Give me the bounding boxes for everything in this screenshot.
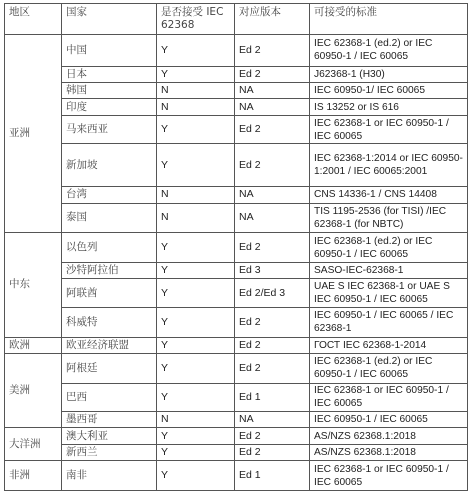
- version-cell: NA: [235, 187, 310, 203]
- accept-cell: Y: [157, 35, 235, 67]
- table-row: [5, 203, 468, 233]
- header-accept: 是否接受 IEC 62368: [157, 4, 235, 35]
- accept-cell: Y: [157, 307, 235, 337]
- accept-cell: Y: [157, 262, 235, 278]
- country-cell: 中国: [62, 35, 157, 67]
- country-cell: 阿根廷: [62, 353, 157, 383]
- standard-cell: SASO-IEC-62368-1: [310, 262, 468, 278]
- version-cell: NA: [235, 83, 310, 99]
- accept-cell: Y: [157, 337, 235, 353]
- header-row: [5, 4, 468, 35]
- standard-cell: IEC 62368-1 or IEC 60950-1 / IEC 60065: [310, 115, 468, 144]
- table-row: [5, 66, 468, 82]
- country-cell: 南非: [62, 461, 157, 491]
- table-row: [5, 115, 468, 144]
- version-cell: Ed 2: [235, 35, 310, 67]
- standard-cell: IEC 60950-1/ IEC 60065: [310, 83, 468, 99]
- version-cell: Ed 2: [235, 233, 310, 263]
- header-country: 国家: [62, 4, 157, 35]
- version-cell: Ed 3: [235, 262, 310, 278]
- table-row: [5, 279, 468, 308]
- table-row: [5, 187, 468, 203]
- version-cell: Ed 1: [235, 461, 310, 491]
- table-row: [5, 353, 468, 383]
- standard-cell: J62368-1 (H30): [310, 66, 468, 82]
- country-cell: 韩国: [62, 83, 157, 99]
- standard-cell: IEC 60950-1 / IEC 60065 / IEC 62368-1: [310, 307, 468, 337]
- table-body: [5, 35, 468, 491]
- standard-cell: IEC 62368-1 (ed.2) or IEC 60950-1 / IEC 60065: [310, 233, 468, 263]
- table-row: [5, 444, 468, 460]
- region-cell: 大洋洲: [5, 428, 62, 461]
- version-cell: NA: [235, 203, 310, 233]
- country-cell: 新加坡: [62, 144, 157, 187]
- accept-cell: N: [157, 187, 235, 203]
- table-row: [5, 337, 468, 353]
- country-cell: 泰国: [62, 203, 157, 233]
- accept-cell: Y: [157, 428, 235, 444]
- version-cell: Ed 2: [235, 444, 310, 460]
- version-cell: NA: [235, 99, 310, 115]
- accept-cell: Y: [157, 66, 235, 82]
- country-cell: 日本: [62, 66, 157, 82]
- region-cell: 中东: [5, 233, 62, 337]
- table-row: [5, 83, 468, 99]
- iec-62368-acceptance-table: [4, 3, 468, 491]
- standard-cell: IEC 62368-1 (ed.2) or IEC 60950-1 / IEC 60065: [310, 35, 468, 67]
- country-cell: 欧亚经济联盟: [62, 337, 157, 353]
- country-cell: 以色列: [62, 233, 157, 263]
- accept-cell: Y: [157, 353, 235, 383]
- country-cell: 台湾: [62, 187, 157, 203]
- country-cell: 墨西哥: [62, 412, 157, 428]
- country-cell: 阿联酋: [62, 279, 157, 308]
- table-row: [5, 144, 468, 187]
- country-cell: 印度: [62, 99, 157, 115]
- table-row: [5, 428, 468, 444]
- country-cell: 澳大利亚: [62, 428, 157, 444]
- table-row: [5, 412, 468, 428]
- table-row: [5, 99, 468, 115]
- country-cell: 马来西亚: [62, 115, 157, 144]
- table-row: [5, 383, 468, 412]
- standard-cell: IEC 62368-1 or IEC 60950-1 / IEC 60065: [310, 383, 468, 412]
- accept-cell: N: [157, 412, 235, 428]
- header-standard: 可接受的标准: [310, 4, 468, 35]
- version-cell: Ed 2: [235, 66, 310, 82]
- standard-cell: IEC 62368-1 or IEC 60950-1 / IEC 60065: [310, 461, 468, 491]
- header-region: 地区: [5, 4, 62, 35]
- version-cell: Ed 1: [235, 383, 310, 412]
- table-row: [5, 461, 468, 491]
- standard-cell: TIS 1195-2536 (for TISI) /IEC 62368-1 (for NBTC): [310, 203, 468, 233]
- standard-cell: IEC 62368-1 (ed.2) or IEC 60950-1 / IEC 60065: [310, 353, 468, 383]
- standard-cell: AS/NZS 62368.1:2018: [310, 428, 468, 444]
- table-row: [5, 262, 468, 278]
- accept-cell: Y: [157, 115, 235, 144]
- version-cell: Ed 2: [235, 307, 310, 337]
- table-row: [5, 35, 468, 67]
- accept-cell: Y: [157, 144, 235, 187]
- country-cell: 巴西: [62, 383, 157, 412]
- version-cell: Ed 2/Ed 3: [235, 279, 310, 308]
- version-cell: NA: [235, 412, 310, 428]
- table-row: [5, 307, 468, 337]
- country-cell: 科威特: [62, 307, 157, 337]
- region-cell: 欧洲: [5, 337, 62, 353]
- standards-document: [4, 3, 467, 491]
- version-cell: Ed 2: [235, 337, 310, 353]
- standard-cell: IS 13252 or IS 616: [310, 99, 468, 115]
- region-cell: 美洲: [5, 353, 62, 428]
- accept-cell: N: [157, 99, 235, 115]
- table-row: [5, 233, 468, 263]
- accept-cell: Y: [157, 444, 235, 460]
- version-cell: Ed 2: [235, 144, 310, 187]
- standard-cell: IEC 62368-1:2014 or IEC 60950-1:2001 / IEC 60065:2001: [310, 144, 468, 187]
- standard-cell: AS/NZS 62368.1:2018: [310, 444, 468, 460]
- header-version: 对应版本: [235, 4, 310, 35]
- version-cell: Ed 2: [235, 353, 310, 383]
- standard-cell: ГОСТ IEC 62368-1-2014: [310, 337, 468, 353]
- region-cell: 亚洲: [5, 35, 62, 233]
- standard-cell: UAE S IEC 62368-1 or UAE S IEC 60950-1 / IEC 60065: [310, 279, 468, 308]
- standard-cell: CNS 14336-1 / CNS 14408: [310, 187, 468, 203]
- version-cell: Ed 2: [235, 428, 310, 444]
- country-cell: 新西兰: [62, 444, 157, 460]
- accept-cell: Y: [157, 383, 235, 412]
- version-cell: Ed 2: [235, 115, 310, 144]
- accept-cell: N: [157, 83, 235, 99]
- accept-cell: Y: [157, 461, 235, 491]
- accept-cell: Y: [157, 233, 235, 263]
- country-cell: 沙特阿拉伯: [62, 262, 157, 278]
- accept-cell: Y: [157, 279, 235, 308]
- region-cell: 非洲: [5, 461, 62, 491]
- accept-cell: N: [157, 203, 235, 233]
- standard-cell: IEC 60950-1 / IEC 60065: [310, 412, 468, 428]
